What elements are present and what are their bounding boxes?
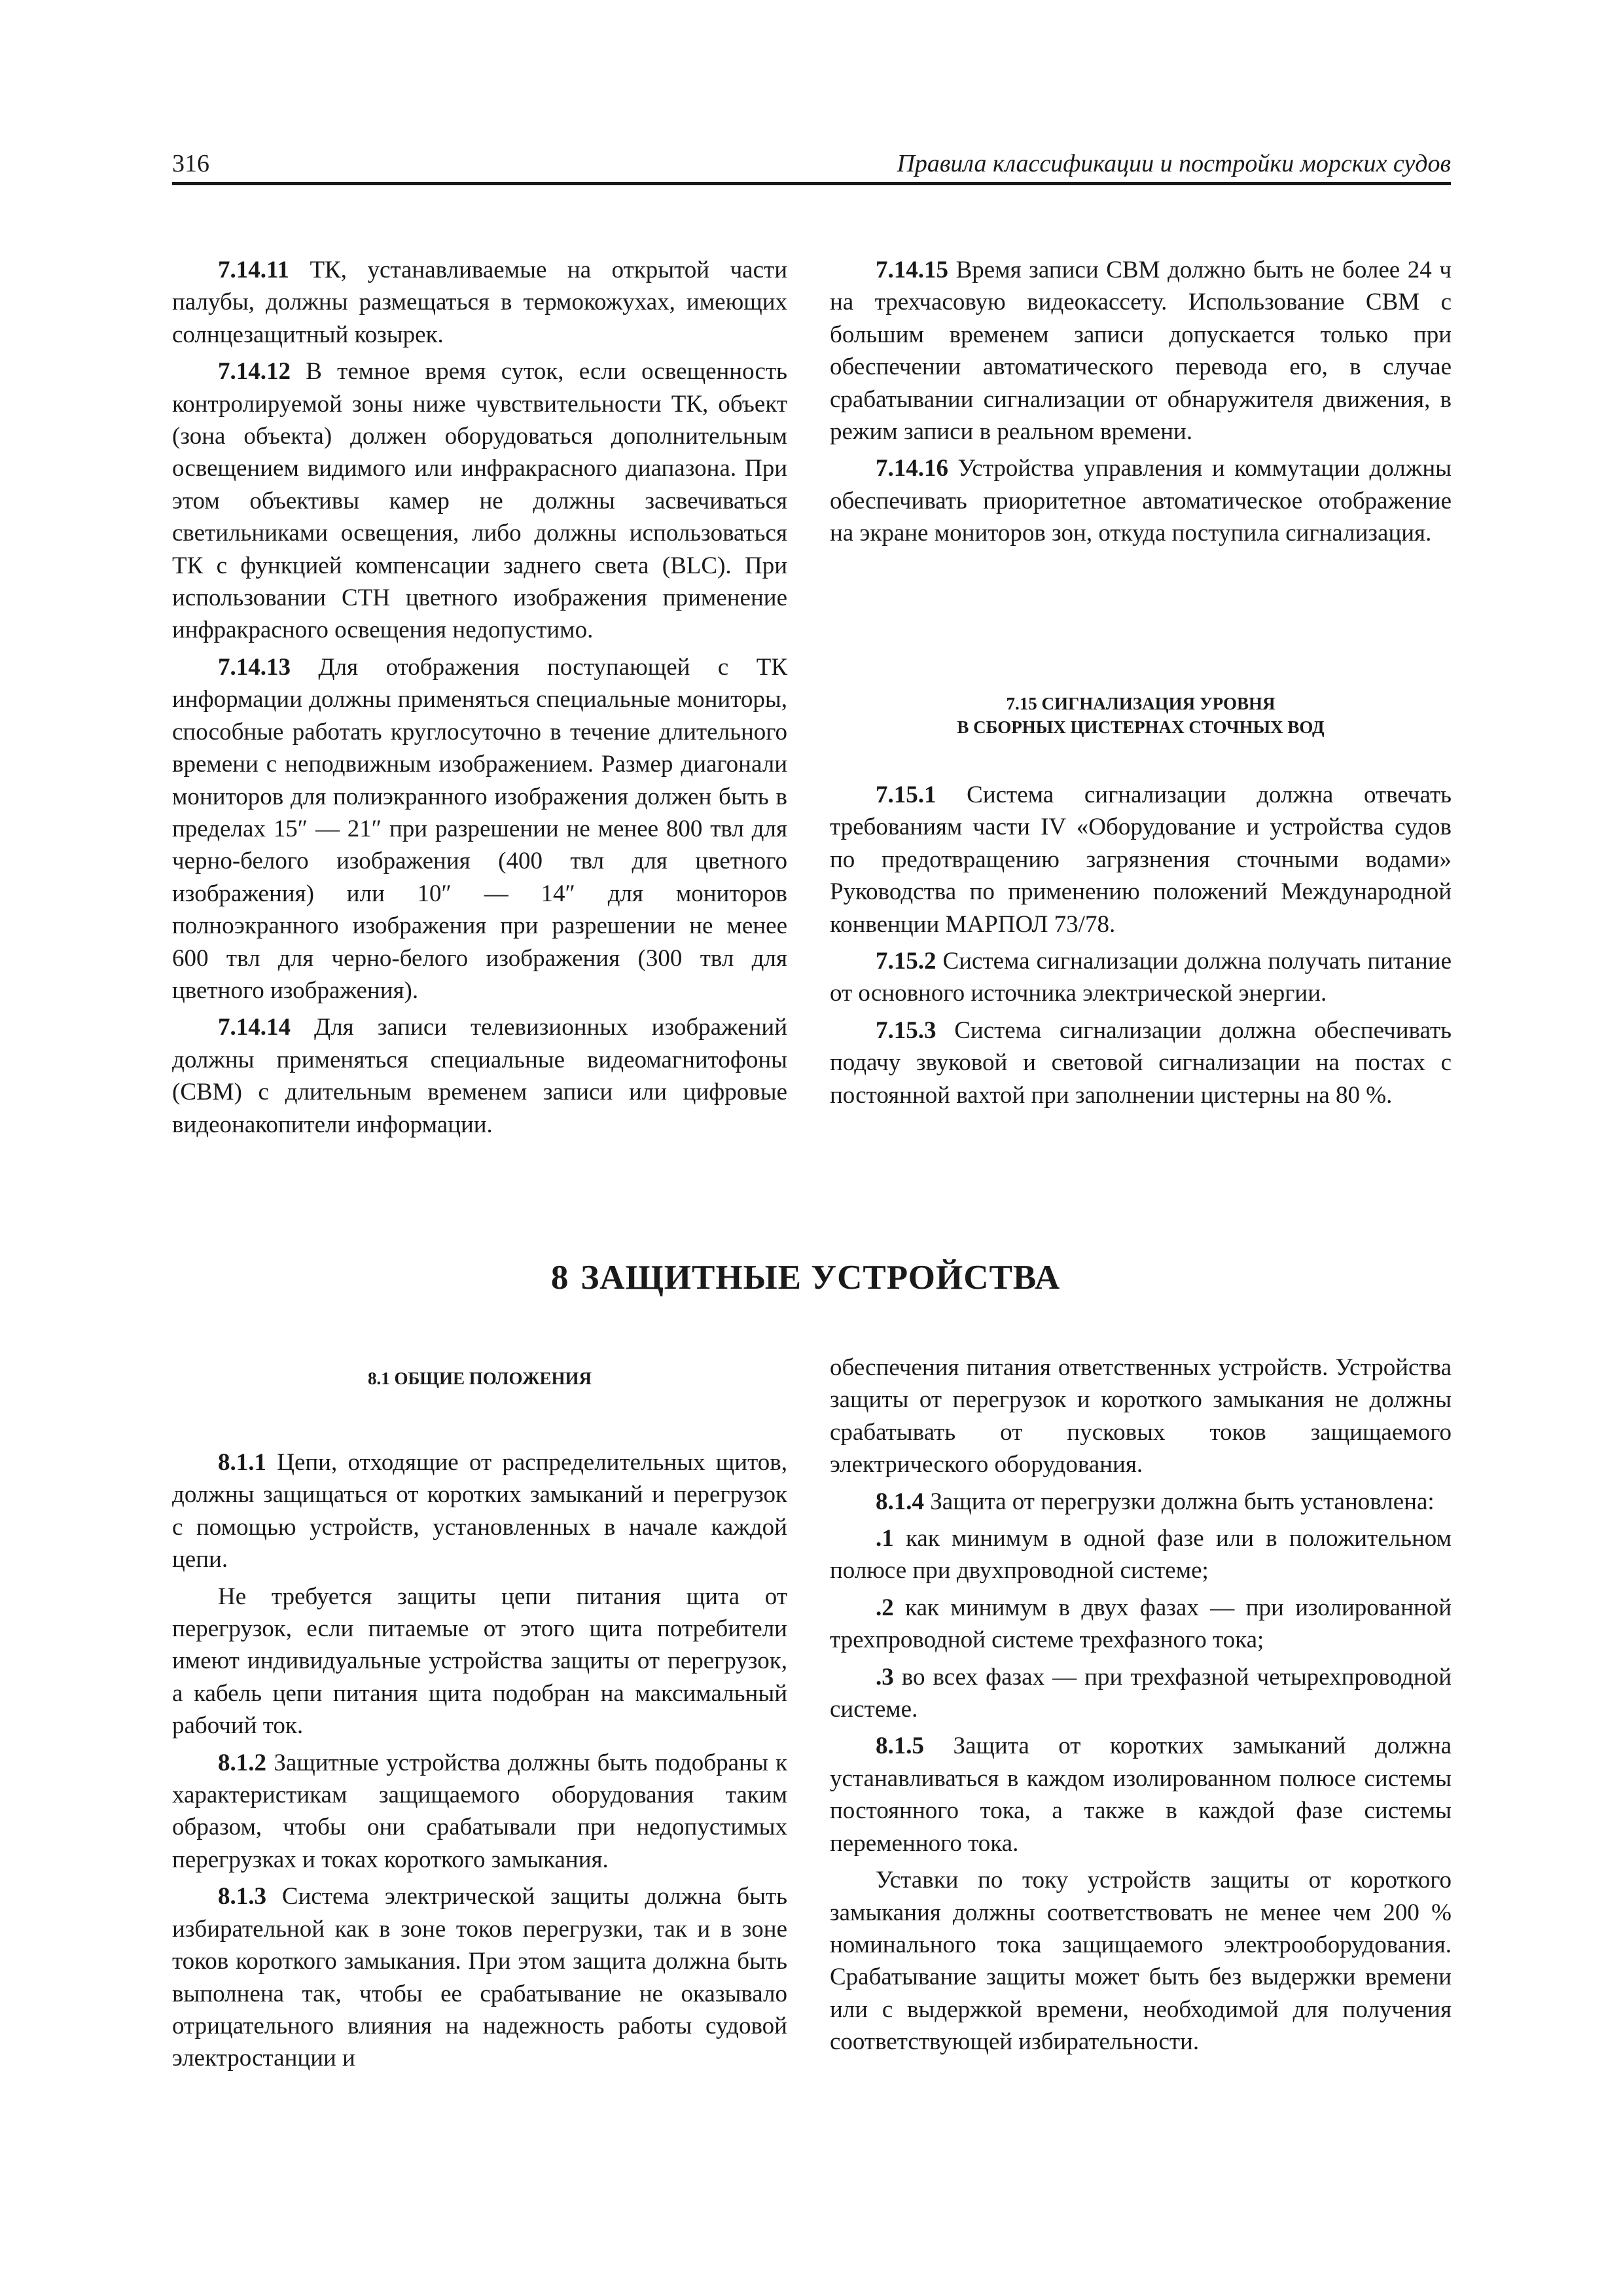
paragraph-8-1-1-note	[172, 1581, 787, 1742]
paragraph-text: Система сигнализации должна получать питание от основного источника электрической энергии.	[830, 948, 1452, 1007]
subsection-heading-line: 7.15 СИГНАЛИЗАЦИЯ УРОВНЯ	[1006, 694, 1275, 713]
clause-number: 7.14.13	[218, 653, 291, 681]
clause-number: 7.15.2	[876, 948, 936, 975]
list-item-number: .2	[876, 1594, 894, 1621]
paragraph-text: Устройства управления и коммутации должны обеспечивать приоритетное автоматическое отображение на экране мониторов зон, откуда поступила сигнализация.	[830, 455, 1452, 547]
clause-number: 7.15.3	[876, 1016, 936, 1044]
list-item-3	[830, 1661, 1452, 1726]
list-item-text: как минимум в двух фазах — при изолированной трехпроводной системе трехфазного тока;	[830, 1594, 1452, 1654]
paragraph-text: Система сигнализации должна обеспечивать подачу звуковой и световой сигнализации на постах с постоянной вахтой при заполнении цистерны на 80 %.	[830, 1016, 1452, 1109]
list-item-text: во всех фазах — при трехфазной четырехпроводной системе.	[830, 1663, 1452, 1723]
list-item-text: как минимум в одной фазе или в положительном полюсе при двухпроводной системе;	[830, 1525, 1452, 1585]
paragraph-7-14-14	[172, 1011, 787, 1141]
clause-number: 7.14.14	[218, 1014, 291, 1041]
list-item-2	[830, 1592, 1452, 1657]
paragraph-text: Защитные устройства должны быть подобраны к характеристикам защищаемого оборудования таким образом, чтобы они срабатывали при недопустимых перегрузках и токах короткого замыкания.	[172, 1749, 787, 1873]
paragraph-text: Защита от перегрузки должна быть установлена:	[924, 1488, 1435, 1515]
right-column-middle	[830, 779, 1452, 1116]
paragraph-8-1-5-settings	[830, 1864, 1452, 2058]
page-number: 316	[172, 150, 209, 177]
clause-number: 8.1.1	[218, 1449, 266, 1476]
paragraph-8-1-2	[172, 1747, 787, 1876]
clause-number: 8.1.2	[218, 1749, 266, 1776]
section-title	[172, 1258, 1451, 1297]
paragraph-text: Время записи СВМ должно быть не более 24 ч на трехчасовую видеокассету. Использование СВМ с большим временем записи допускается только при обеспечении автоматического перевода его, в случае срабатывании сигнализации от обнаружителя движения, в режим записи в реальном времени.	[830, 257, 1452, 446]
paragraph-8-1-3-continued	[830, 1352, 1452, 1481]
paragraph-text: Для отображения поступающей с ТК информации должны применяться специальные мониторы, способные работать круглосуточно в течение длительного времени с неподвижным изображением. Размер диагонали мониторов для полиэкранного изображения должен быть в пределах 15″ — 21″ при разрешении не менее 800 твл для черно-белого изображения (400 твл для цветного изображения) или 10″ — 14″ для мониторов полноэкранного изображения при разрешении не менее 600 твл для черно-белого изображения (300 твл для цветного изображения).	[172, 653, 787, 1004]
paragraph-text: В темное время суток, если освещенность контролируемой зоны ниже чувствительности ТК, объект (зона объекта) должен оборудоваться дополнительным освещением видимого или инфракрасного диапазона. При этом объективы камер не должны засвечиваться светильниками освещения, либо должны использоваться ТК с функцией компенсации заднего света (BLC). При использовании СТН цветного изображения применение инфракрасного освещения недопустимо.	[172, 358, 787, 644]
paragraph-text: Система электрической защиты должна быть избирательной как в зоне токов перегрузки, так и в зоне токов короткого замыкания. При этом защита должна быть выполнена так, чтобы ее срабатывание не оказывало отрицательного влияния на надежность работы судовой электростанции и	[172, 1883, 787, 2072]
list-item-1	[830, 1522, 1452, 1587]
section-number: 8	[550, 1259, 569, 1297]
paragraph-7-15-1	[830, 779, 1452, 941]
running-title: Правила классификации и постройки морских судов	[897, 150, 1451, 177]
left-column-top	[172, 254, 787, 1145]
right-column-top	[830, 254, 1452, 554]
paragraph-7-15-3	[830, 1014, 1452, 1111]
paragraph-7-14-16	[830, 452, 1452, 549]
paragraph-7-14-11	[172, 254, 787, 351]
left-column-bottom	[172, 1446, 787, 2079]
paragraph-8-1-5	[830, 1730, 1452, 1859]
paragraph-7-14-15	[830, 254, 1452, 448]
clause-number: 8.1.3	[218, 1883, 266, 1910]
clause-number: 7.14.16	[876, 455, 948, 482]
paragraph-text: Не требуется защиты цепи питания щита от перегрузок, если питаемые от этого щита потребители имеют индивидуальные устройства защиты от перегрузок, а кабель цепи питания щита подобран на максимальный рабочий ток.	[172, 1583, 787, 1740]
paragraph-text: Цепи, отходящие от распределительных щитов, должны защищаться от коротких замыканий и перегрузок с помощью устройств, установленных в начале каждой цепи.	[172, 1449, 787, 1573]
paragraph-text: Система сигнализации должна отвечать требованиям части IV «Оборудование и устройства судов по предотвращению загрязнения сточными водами» Руководства по применению положений Международной конвенции МАРПОЛ 73/78.	[830, 781, 1452, 938]
clause-number: 8.1.4	[876, 1488, 924, 1515]
paragraph-text: Для записи телевизионных изображений должны применяться специальные видеомагнитофоны (СВМ) с длительным временем записи или цифровые видеонакопители информации.	[172, 1014, 787, 1138]
paragraph-text: обеспечения питания ответственных устройств. Устройства защиты от перегрузок и короткого замыкания не должны срабатывать от пусковых токов защищаемого электрического оборудования.	[830, 1354, 1452, 1479]
paragraph-text: Уставки по току устройств защиты от короткого замыкания должны соответствовать не менее чем 200 % номинального тока защищаемого электрооборудования. Срабатывание защиты может быть без выдержки времени или с выдержкой времени, необходимой для получения соответствующей избирательности.	[830, 1867, 1452, 2056]
subsection-heading-line: 8.1 ОБЩИЕ ПОЛОЖЕНИЯ	[367, 1369, 592, 1388]
paragraph-text: ТК, устанавливаемые на открытой части палубы, должны размещаться в термокожухах, имеющих солнцезащитный козырек.	[172, 257, 787, 348]
paragraph-8-1-4	[830, 1486, 1452, 1518]
clause-number: 7.14.12	[218, 358, 291, 386]
page-header	[172, 143, 1451, 185]
paragraph-text: Защита от коротких замыканий должна устанавливаться в каждом изолированном полюсе системы постоянного тока, а также в каждой фазе системы переменного тока.	[830, 1732, 1452, 1857]
paragraph-8-1-1	[172, 1446, 787, 1576]
paragraph-7-15-2	[830, 945, 1452, 1010]
list-item-number: .1	[876, 1525, 894, 1552]
clause-number: 7.14.15	[876, 257, 948, 283]
clause-number: 8.1.5	[876, 1732, 924, 1760]
list-item-number: .3	[876, 1663, 894, 1691]
paragraph-7-14-12	[172, 355, 787, 647]
paragraph-7-14-13	[172, 651, 787, 1007]
clause-number: 7.15.1	[876, 781, 936, 808]
right-column-bottom	[830, 1352, 1452, 2063]
subsection-heading-7-15	[830, 692, 1452, 739]
subsection-heading-8-1	[172, 1367, 787, 1390]
paragraph-8-1-3	[172, 1880, 787, 2074]
clause-number: 7.14.11	[218, 257, 289, 283]
subsection-heading-line: В СБОРНЫХ ЦИСТЕРНАХ СТОЧНЫХ ВОД	[957, 717, 1325, 737]
section-title-text: ЗАЩИТНЫЕ УСТРОЙСТВА	[580, 1259, 1061, 1297]
